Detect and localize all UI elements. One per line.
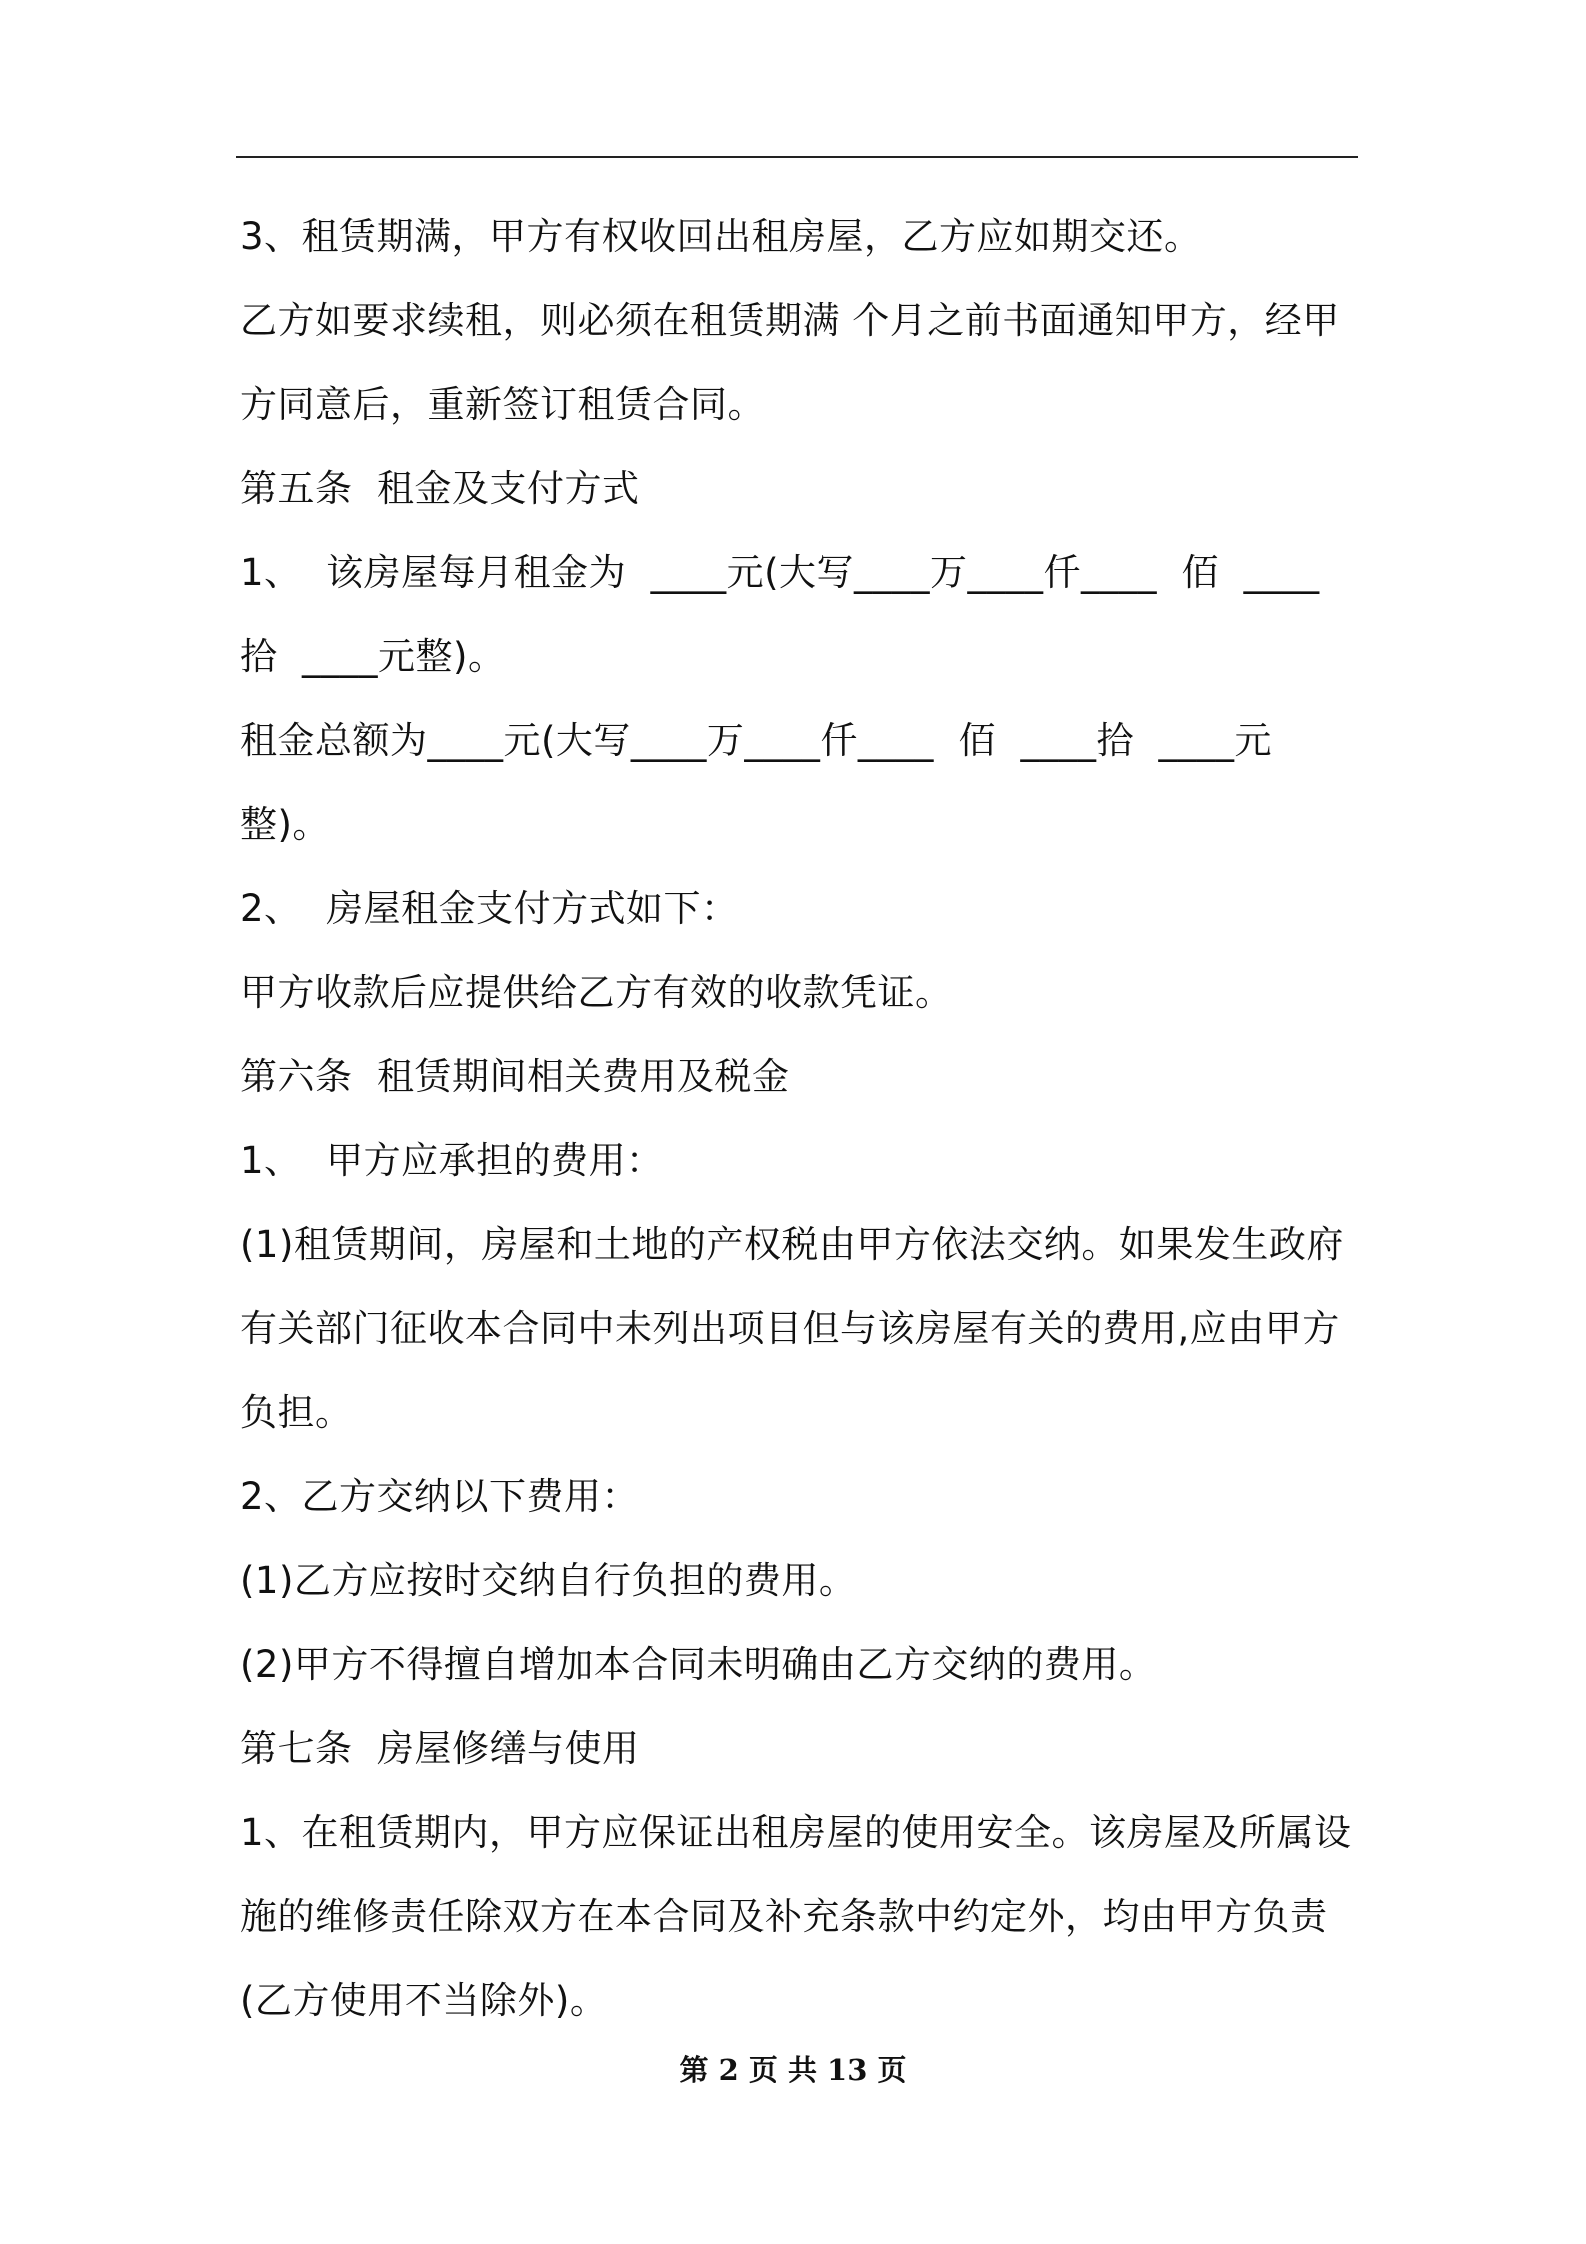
text-line: (1)租赁期间，房屋和土地的产权税由甲方依法交纳。如果发生政府 (240, 1223, 1344, 1266)
text-line: 1、在租赁期内，甲方应保证出租房屋的使用安全。该房屋及所属设 (240, 1811, 1352, 1854)
text-line: 甲方收款后应提供给乙方有效的收款凭证。 (240, 971, 953, 1014)
text-line: 3、租赁期满，甲方有权收回出租房屋，乙方应如期交还。 (240, 215, 1202, 258)
text-line: 整)。 (240, 803, 330, 846)
text-line: 负担。 (240, 1391, 353, 1434)
header-rule (236, 156, 1358, 158)
text-line: 拾 ____元整)。 (240, 635, 506, 678)
section-heading: 第六条 租赁期间相关费用及税金 (240, 1055, 790, 1098)
page-number: 第 2 页 共 13 页 (679, 2053, 907, 2087)
text-line: 1、 该房屋每月租金为 ____元(大写____万____仟____ 佰 ____ (240, 551, 1320, 594)
text-line: 方同意后，重新签订租赁合同。 (240, 383, 765, 426)
text-line: 租金总额为____元(大写____万____仟____ 佰 ____拾 ____元 (240, 719, 1273, 762)
text-line: 乙方如要求续租，则必须在租赁期满 个月之前书面通知甲方，经甲 (240, 299, 1340, 342)
text-line: (1)乙方应按时交纳自行负担的费用。 (240, 1559, 857, 1602)
text-line: 2、乙方交纳以下费用： (240, 1475, 640, 1518)
text-line: (2)甲方不得擅自增加本合同未明确由乙方交纳的费用。 (240, 1643, 1157, 1686)
text-line: 2、 房屋租金支付方式如下： (240, 887, 739, 930)
text-line: 有关部门征收本合同中未列出项目但与该房屋有关的费用,应由甲方 (240, 1307, 1340, 1350)
text-line: 施的维修责任除双方在本合同及补充条款中约定外，均由甲方负责 (240, 1895, 1328, 1938)
document-body (240, 195, 1360, 2043)
section-heading: 第五条 租金及支付方式 (240, 467, 640, 510)
text-line: (乙方使用不当除外)。 (240, 1979, 608, 2022)
text-line: 1、 甲方应承担的费用： (240, 1139, 664, 1182)
section-heading: 第七条 房屋修缮与使用 (240, 1727, 640, 1770)
